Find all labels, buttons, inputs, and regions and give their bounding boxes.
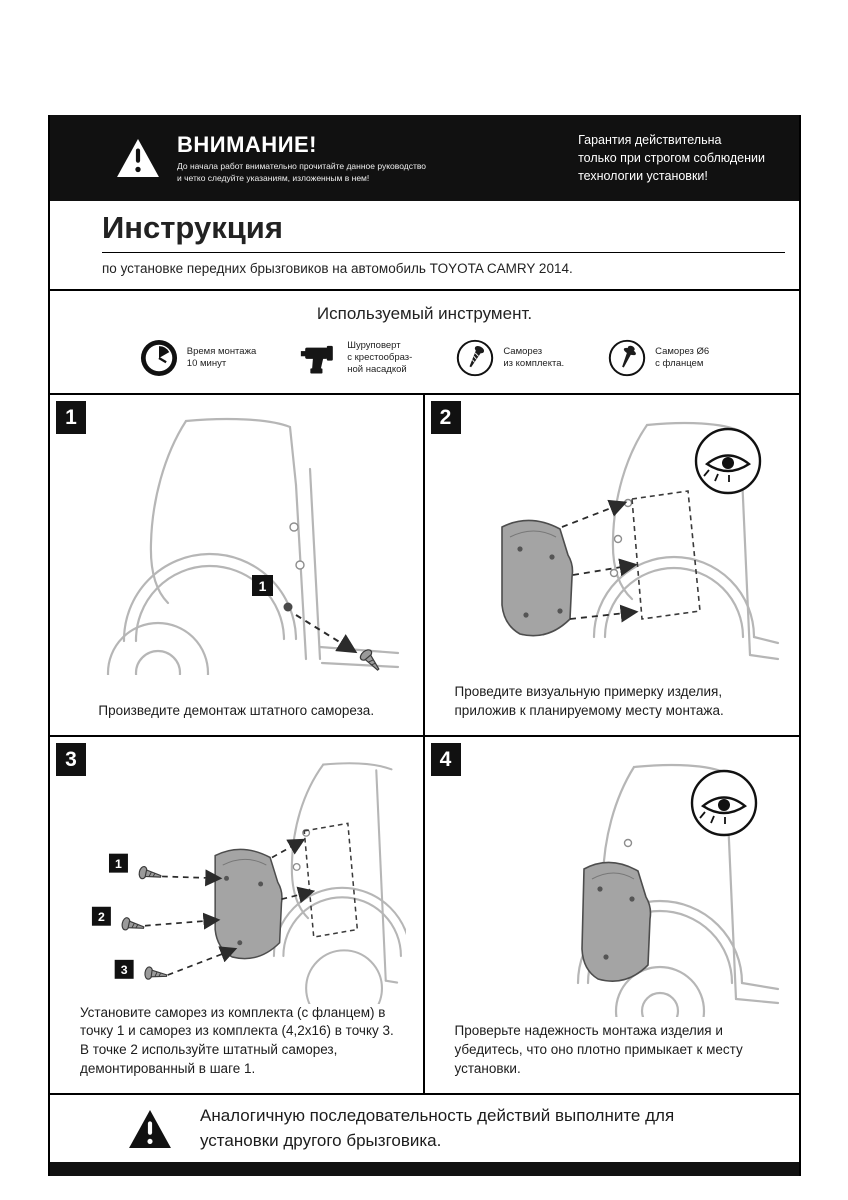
- target-outline: [632, 491, 700, 619]
- warning-header-left: [116, 132, 426, 185]
- tool-label: [187, 346, 256, 371]
- warranty-line: Гарантия действительна: [578, 132, 722, 147]
- tool-label-line: Шуруповерт: [347, 339, 401, 351]
- clock-icon: [140, 339, 178, 377]
- target-outline: [304, 823, 357, 937]
- step-3-caption: Установите саморез из комплекта (с фланцем) в точку 1 и саморез из комплекта (4,2x16) в точку 3. В точке 2 используйте штатный саморез, демонтированный в шаге 1.: [80, 1004, 394, 1077]
- warning-subtext-line: До начала работ внимательно прочитайте данное руководство: [177, 160, 426, 171]
- screw-icon: [138, 866, 162, 883]
- point-marker-label: 2: [98, 910, 106, 925]
- mudflap: [582, 863, 651, 982]
- step-4-caption: Проверьте надежность монтажа изделия и убедитесь, что оно плотно примыкает к месту установки.: [454, 1023, 743, 1077]
- tool-kit-screw: [456, 339, 564, 377]
- tool-label-line: ной насадкой: [347, 364, 407, 376]
- tools-heading: Используемый инструмент.: [316, 304, 533, 324]
- tool-label: [655, 346, 709, 371]
- point-marker-label: 1: [258, 578, 267, 595]
- step-4: [425, 737, 800, 1093]
- step-3-illustration: [66, 757, 406, 1003]
- tool-label: [503, 346, 564, 371]
- tool-screwdriver: [300, 339, 412, 377]
- point-marker-label: 1: [115, 857, 123, 872]
- screw-point: [284, 603, 293, 612]
- tool-label-line: 10 минут: [186, 358, 227, 370]
- fitting-arrows: [562, 503, 635, 619]
- screw-icon: [121, 917, 145, 934]
- tools-section: [50, 291, 799, 395]
- warning-triangle-icon: [116, 138, 160, 178]
- warranty-line: технологии установки!: [578, 169, 708, 184]
- flange-screw-icon: [608, 339, 646, 377]
- page-title: Инструкция: [102, 210, 283, 245]
- footer-warning: [50, 1093, 799, 1162]
- instruction-sheet: [48, 115, 801, 1176]
- bottom-bar: [50, 1162, 799, 1176]
- tool-label-line: из комплекта.: [503, 358, 565, 370]
- warning-triangle-icon: [128, 1109, 172, 1149]
- step-1-illustration: [66, 415, 406, 675]
- steps-grid: [50, 395, 799, 1093]
- mudflap: [502, 521, 573, 636]
- warning-subtext: [177, 161, 426, 185]
- step-4-illustration: [442, 757, 782, 1017]
- step-1: [50, 395, 425, 737]
- step-number-badge: 2: [431, 401, 461, 434]
- title-rule: [102, 252, 785, 254]
- warranty-note: [578, 131, 765, 185]
- tool-montage-time: [140, 339, 256, 377]
- tool-flange-screw: [608, 339, 709, 377]
- step-2-illustration: [442, 415, 782, 675]
- title-block: [50, 201, 799, 291]
- kit-screw-icon: [456, 339, 494, 377]
- mudflap: [215, 850, 282, 959]
- tool-label-line: Саморез Ø6: [655, 345, 710, 357]
- warning-header: [50, 115, 799, 201]
- eye-icon: [696, 429, 760, 493]
- tool-label: [347, 340, 412, 377]
- tool-label-line: Саморез: [503, 345, 543, 357]
- step-3: [50, 737, 425, 1093]
- tool-label-line: с крестообраз-: [347, 351, 413, 363]
- tools-row: [50, 339, 799, 377]
- footer-note: Аналогичную последовательность действий выполните для установки другого брызговика.: [200, 1106, 675, 1150]
- point-marker-label: 3: [120, 963, 128, 978]
- step-2-caption: Проведите визуальную примерку изделия, приложив к планируемому месту монтажа.: [454, 684, 724, 719]
- tool-label-line: с фланцем: [655, 358, 704, 370]
- step-number-badge: 4: [431, 743, 461, 776]
- screwdriver-icon: [300, 339, 338, 377]
- screw-icon: [144, 967, 167, 982]
- warning-title: ВНИМАНИЕ!: [177, 131, 318, 157]
- tool-label-line: Время монтажа: [186, 345, 257, 357]
- step-2: [425, 395, 800, 737]
- eye-icon: [692, 771, 756, 835]
- step-1-caption: Произведите демонтаж штатного самореза.: [98, 703, 375, 719]
- step-number-badge: 3: [56, 743, 86, 776]
- page-subtitle: по установке передних брызговиков на автомобиль TOYOTA CAMRY 2014.: [102, 261, 573, 277]
- warning-subtext-line: и четко следуйте указаниям, изложенным в нем!: [177, 172, 370, 183]
- warranty-line: только при строгом соблюдении: [578, 150, 765, 165]
- warning-text-block: [177, 132, 426, 185]
- step-number-badge: 1: [56, 401, 86, 434]
